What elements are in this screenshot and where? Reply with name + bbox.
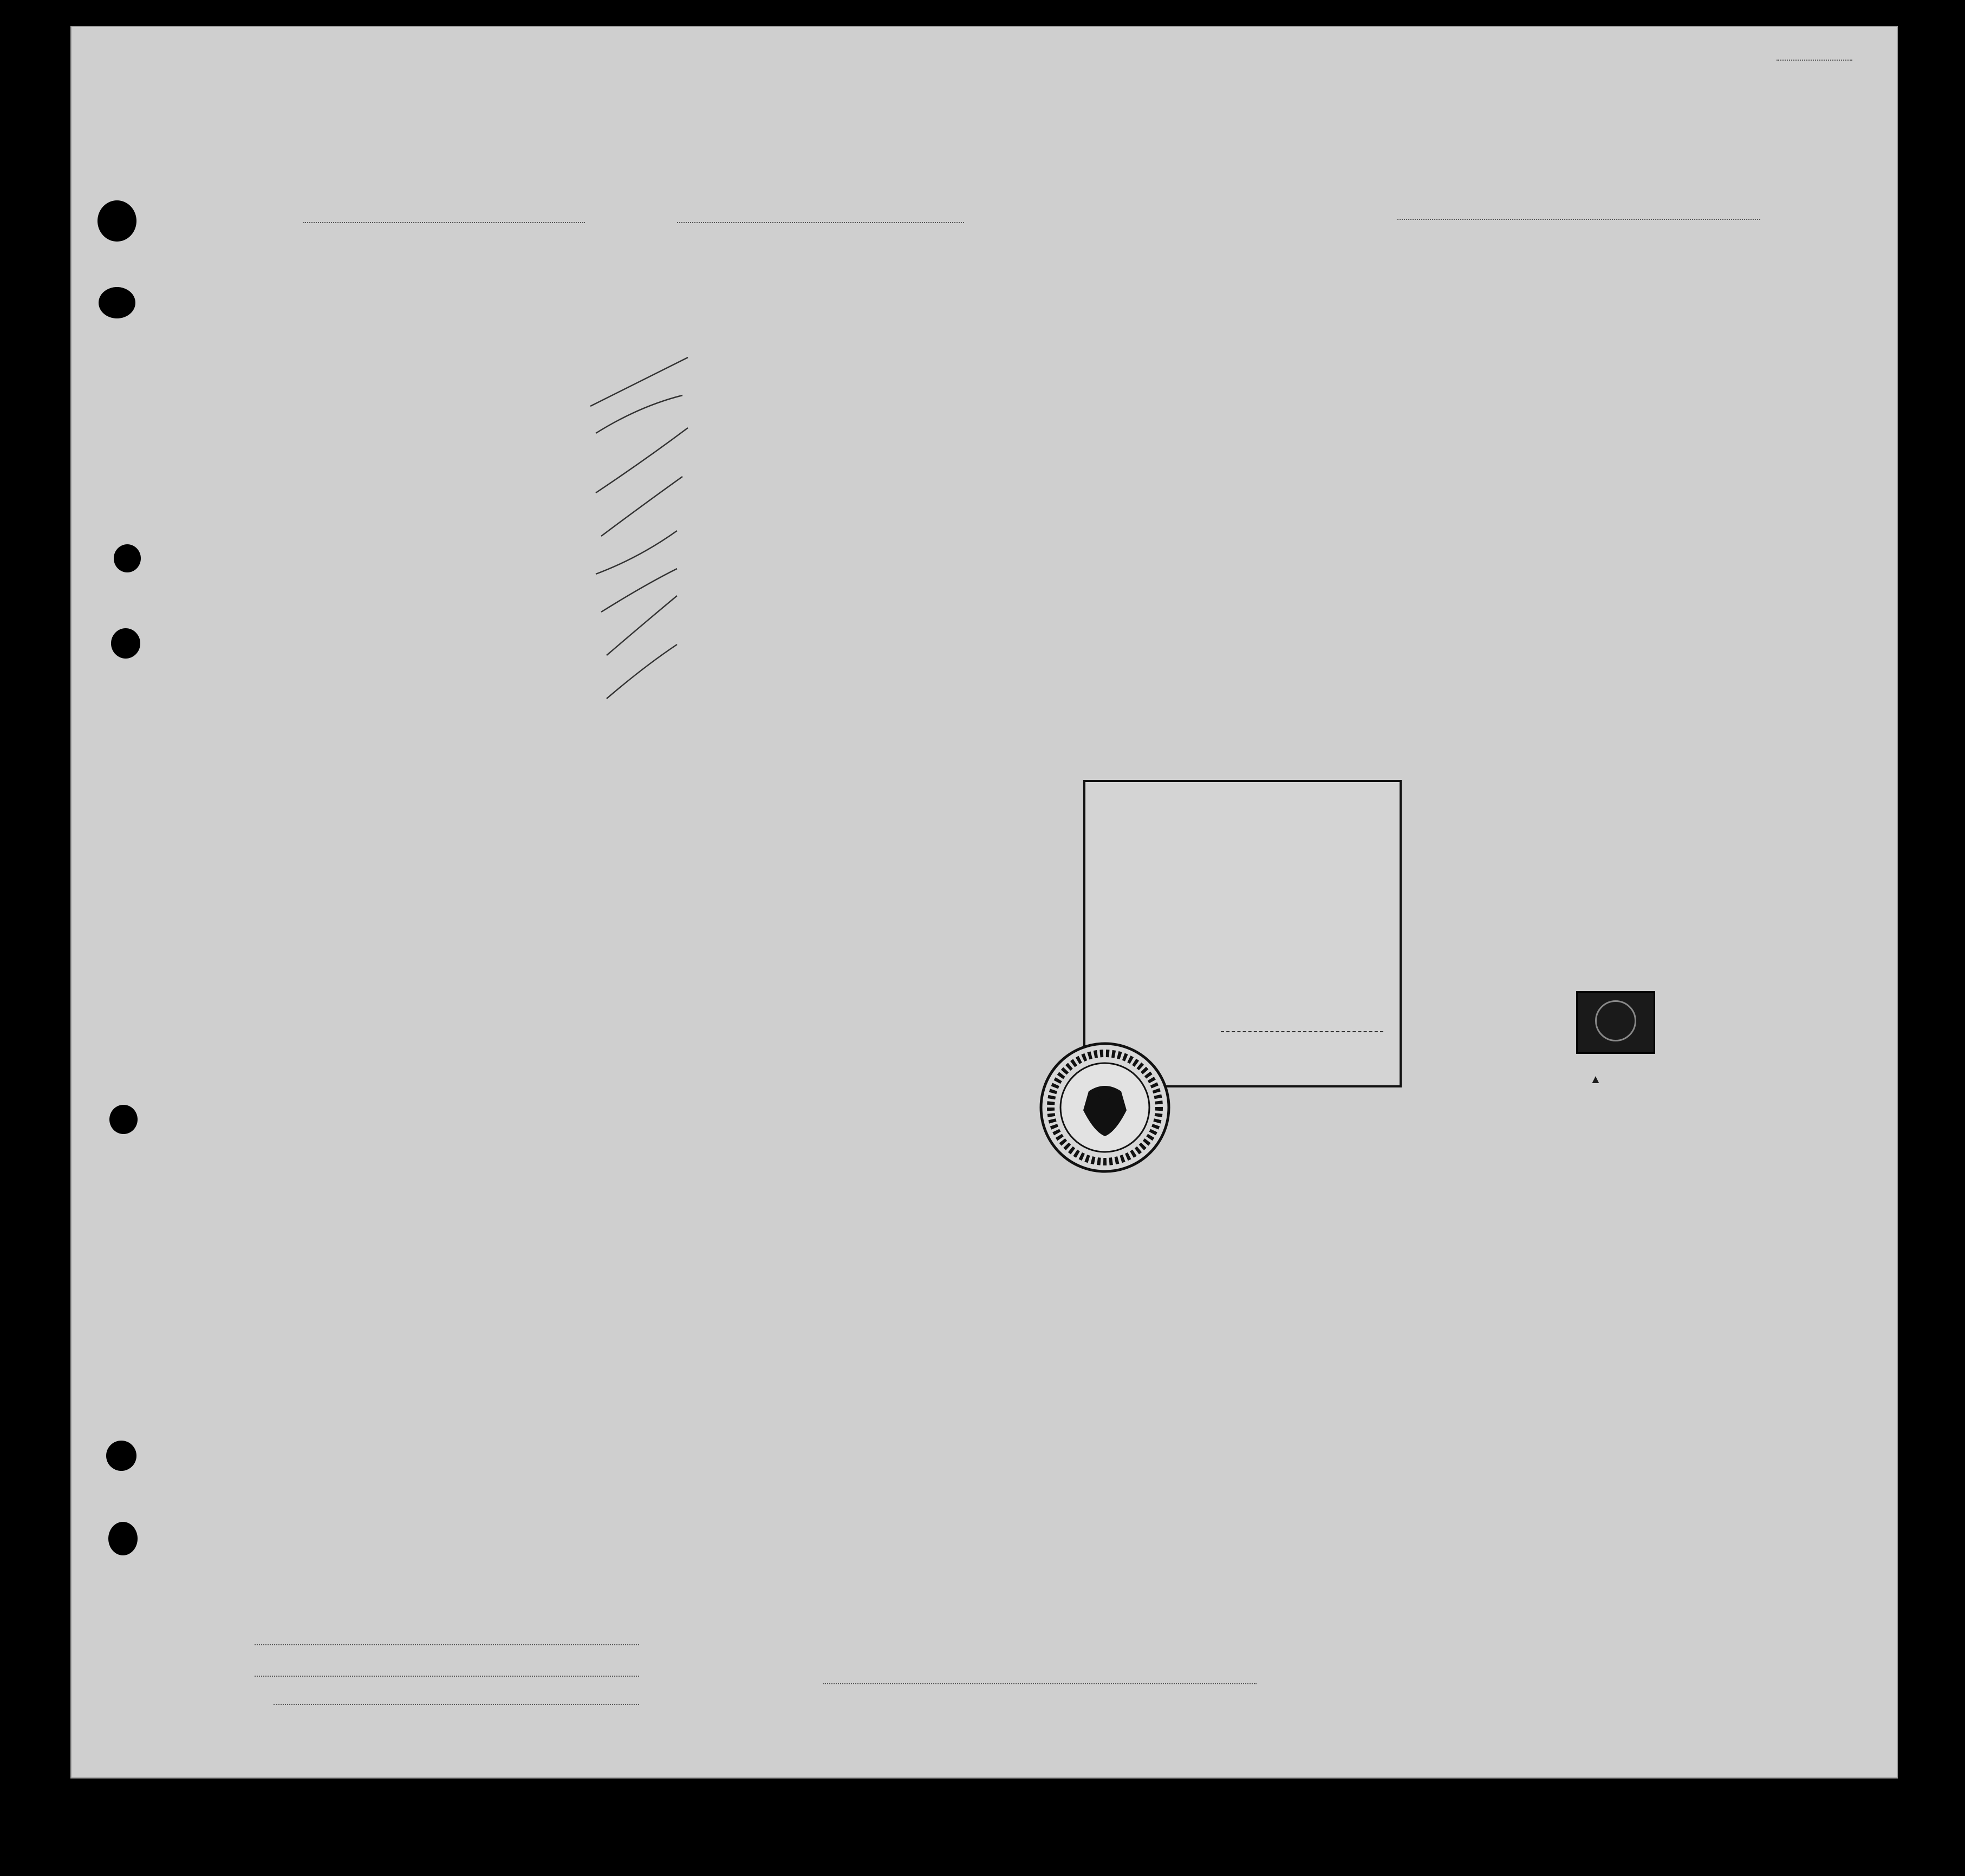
arriving-line: [677, 222, 964, 223]
aircraft-line: [303, 222, 585, 223]
punch-hole: [106, 1441, 136, 1471]
check-mark: [590, 357, 688, 406]
inspector-underline: [823, 1683, 1257, 1684]
punch-hole: [114, 544, 141, 572]
check-mark: [596, 395, 682, 433]
check-marks: [585, 352, 693, 764]
check-mark: [601, 477, 682, 536]
check-mark: [596, 531, 677, 574]
punch-hole: [97, 200, 136, 242]
sheet-number-line: [1777, 58, 1852, 61]
punch-hole: [109, 1105, 138, 1134]
date-line: [1221, 1031, 1383, 1032]
owners-underline: [255, 1676, 639, 1677]
from-line: [1397, 219, 1760, 220]
revenue-stamp: [1576, 991, 1655, 1054]
punch-hole: [99, 287, 135, 318]
check-mark: [607, 596, 677, 655]
line-underline: [255, 1644, 639, 1645]
agents-underline: [274, 1704, 639, 1705]
punch-hole: [108, 1522, 138, 1555]
arrow-up-icon: ▲: [1590, 1072, 1602, 1086]
punch-hole: [111, 628, 140, 659]
check-mark: [607, 644, 677, 699]
manifest-sheet: [70, 26, 1898, 1779]
consulate-embossed-seal: [1037, 1040, 1173, 1175]
